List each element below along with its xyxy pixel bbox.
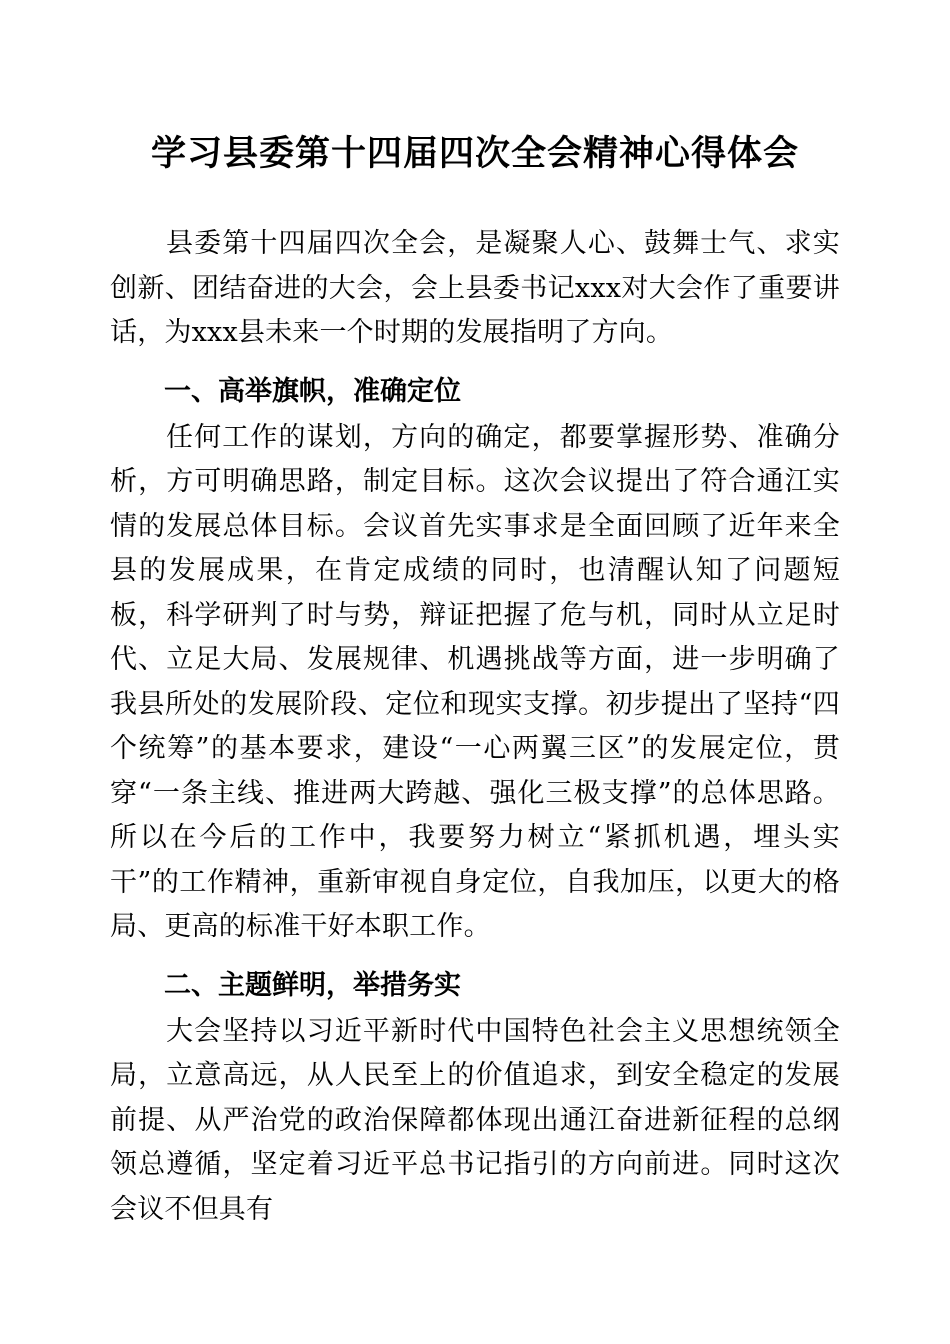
intro-paragraph: 县委第十四届四次全会，是凝聚人心、鼓舞士气、求实创新、团结奋进的大会，会上县委书记xxx对大会作了重要讲话，为xxx县未来一个时期的发展指明了方向。	[110, 228, 840, 348]
section-heading-two: 二、主题鲜明，举措务实	[164, 969, 461, 1001]
section-heading-one: 一、高举旗帜，准确定位	[164, 375, 461, 407]
section-one-body: 任何工作的谋划，方向的确定，都要掌握形势、准确分析，方可明确思路，制定目标。这次会议提出了符合通江实情的发展总体目标。会议首先实事求是全面回顾了近年来全县的发展成果，在肯定成绩的同时，也清醒认知了问题短板，科学研判了时与势，辩证把握了危与机，同时从立足时代、立足大局、发展规律、机遇挑战等方面，进一步明确了我县所处的发展阶段、定位和现实支撑。初步提出了坚持“四个统筹”的基本要求，建设“一心两翼三区”的发展定位，贯穿“一条主线、推进两大跨越、强化三极支撑”的总体思路。所以在今后的工作中，我要努力树立“紧抓机遇，埋头实干”的工作精神，重新审视自身定位，自我加压，以更大的格局、更高的标准干好本职工作。	[110, 421, 840, 942]
section-two-body: 大会坚持以习近平新时代中国特色社会主义思想统领全局，立意高远，从人民至上的价值追求，到安全稳定的发展前提、从严治党的政治保障都体现出通江奋进新征程的总纲领总遵循，坚定着习近平总书记指引的方向前进。同时这次会议不但具有	[110, 1015, 840, 1225]
page-title: 学习县委第十四届四次全会精神心得体会	[150, 133, 799, 174]
